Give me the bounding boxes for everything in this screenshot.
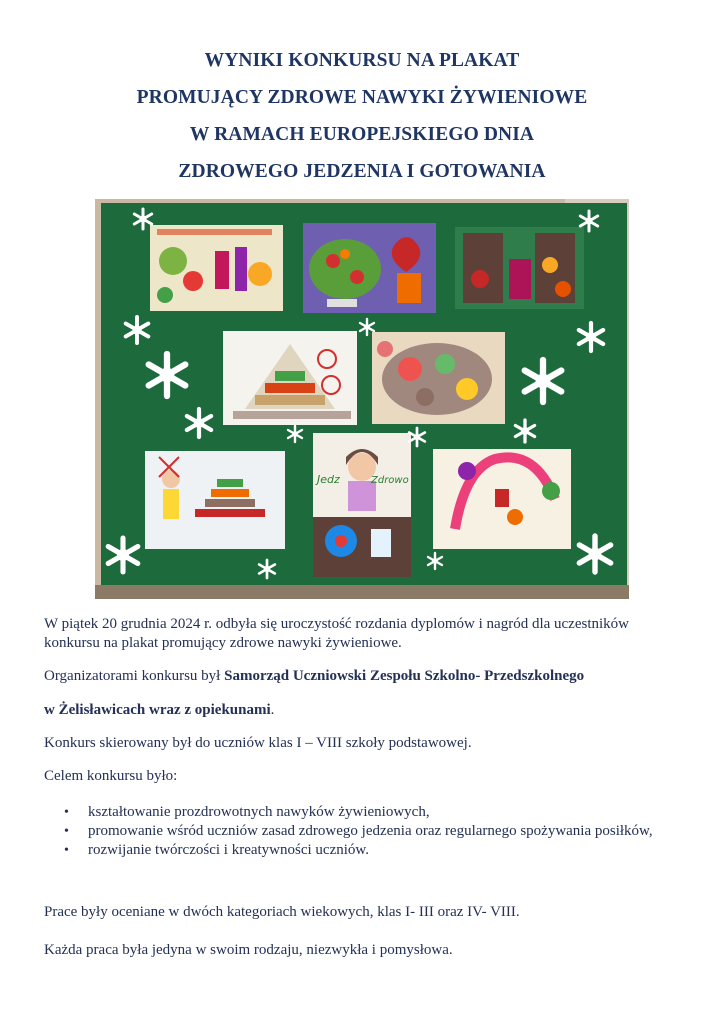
poster-6 [145,451,285,549]
organizers-prefix: Organizatorami konkursu był [44,668,225,684]
paragraph-categories: Prace były oceniane w dwóch kategoriach wiekowych, klas I- III oraz IV- VIII. [44,904,520,920]
title-line-4: ZDROWEGO JEDZENIA I GOTOWANIA [178,161,546,182]
title-line-2: PROMUJĄCY ZDROWE NAWYKI ŻYWIENIOWE [136,87,588,108]
poster-2 [303,223,436,313]
poster-text-zdrowo: Zdrowo [371,475,409,486]
poster-3 [455,227,584,309]
poster-4 [223,331,357,425]
poster-8 [433,449,571,549]
paragraph-organizers-continued [44,701,684,720]
poster-5 [372,332,505,424]
list-item: • rozwijanie twórczości i kreatywności uczniów. [44,841,684,860]
paragraph-goals-intro: Celem konkursu było: [44,768,178,784]
title-line-3: W RAMACH EUROPEJSKIEGO DNIA [189,124,535,145]
poster-7 [313,433,411,577]
poster-1 [150,225,283,311]
document-title [0,42,724,190]
goals-list [44,803,684,860]
list-item: • kształtowanie prozdrowotnych nawyków żywieniowych, [44,803,684,822]
list-item: • promowanie wśród uczniów zasad zdrowego jedzenia oraz regularnego spożywania posiłków, [44,822,684,841]
organizers-location: w Żelisławicach wraz z opiekunami [44,702,271,718]
organizers-period: . [270,702,275,718]
title-line-1: WYNIKI KONKURSU NA PLAKAT [204,50,520,71]
paragraph-target: Konkurs skierowany był do uczniów klas I – VIII szkoły podstawowej. [44,735,472,751]
paragraph-organizers [44,667,684,686]
paragraph-ceremony: W piątek 20 grudnia 2024 r. odbyła się uroczystość rozdania dyplomów i nagród dla uczestników konkursu na plakat promujący zdrowe nawyki żywieniowe. [44,616,629,651]
poster-text-jedz: Jedz [317,473,340,486]
poster-board-photo [95,199,629,599]
paragraph-closing: Każda praca była jedyna w swoim rodzaju, niezwykła i pomysłowa. [44,942,453,958]
organizers-name: Samorząd Uczniowski Zespołu Szkolno- Przedszkolnego [224,668,585,684]
